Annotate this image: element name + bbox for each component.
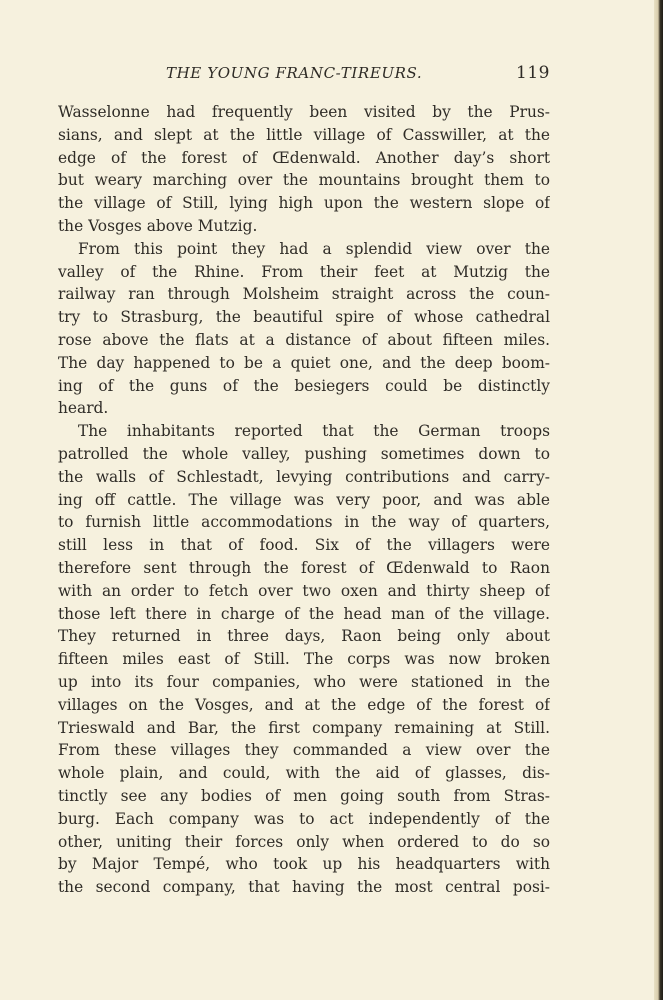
text-line: those left there in charge of the head man of the village. (58, 604, 550, 623)
text-line: but weary marching over the mountains brought them to (58, 171, 550, 190)
page-number: 119 (516, 63, 550, 83)
text-line: to furnish little accommodations in the way of quarters, (58, 513, 550, 532)
text-line: rose above the flats at a distance of about fifteen miles. (58, 330, 550, 349)
text-line: other, uniting their forces only when ordered to do so (58, 832, 550, 851)
text-line: the walls of Schlestadt, levying contributions and carry- (58, 467, 550, 486)
text-line: The inhabitants reported that the German troops (78, 422, 550, 441)
page-edge-shadow (654, 0, 663, 1000)
text-line: fifteen miles east of Still. The corps was now broken (58, 650, 550, 669)
text-line: tinctly see any bodies of men going south from Stras- (58, 786, 550, 805)
text-line: still less in that of food. Six of the villagers were (58, 536, 550, 555)
body-text (58, 101, 550, 899)
text-line: sians, and slept at the little village of Casswiller, at the (58, 125, 550, 144)
text-line: patrolled the whole valley, pushing sometimes down to (58, 444, 550, 463)
text-line: whole plain, and could, with the aid of glasses, dis- (58, 764, 550, 783)
running-head (58, 60, 550, 90)
text-line: From this point they had a splendid view over the (78, 239, 550, 258)
text-line: ing of the guns of the besiegers could be distinctly (58, 376, 550, 395)
text-line: Wasselonne had frequently been visited by the Prus- (58, 103, 550, 121)
text-line: burg. Each company was to act independently of the (58, 809, 550, 828)
text-line: therefore sent through the forest of Œdenwald to Raon (58, 558, 550, 577)
text-line: From these villages they commanded a view over the (58, 741, 550, 760)
text-line: edge of the forest of Œdenwald. Another day’s short (58, 148, 550, 167)
text-line: villages on the Vosges, and at the edge of the forest of (58, 695, 550, 714)
text-line: the Vosges above Mutzig. (58, 216, 258, 235)
text-line: try to Strasburg, the beautiful spire of whose cathedral (58, 308, 550, 327)
text-line: The day happened to be a quiet one, and the deep boom- (58, 353, 550, 372)
running-title: THE YOUNG FRANC-TIREURS. (166, 64, 423, 82)
text-line: railway ran through Molsheim straight across the coun- (58, 285, 550, 304)
text-line: Trieswald and Bar, the first company remaining at Still. (58, 718, 550, 737)
text-line: up into its four companies, who were stationed in the (58, 672, 550, 691)
text-line: with an order to fetch over two oxen and thirty sheep of (58, 581, 550, 600)
text-line: ing off cattle. The village was very poor, and was able (58, 490, 550, 509)
text-line: the second company, that having the most central posi- (58, 878, 550, 897)
text-line: by Major Tempé, who took up his headquarters with (58, 855, 550, 874)
text-line: heard. (58, 399, 109, 418)
text-line: They returned in three days, Raon being only about (58, 627, 550, 646)
text-line: valley of the Rhine. From their feet at Mutzig the (58, 262, 550, 281)
text-line: the village of Still, lying high upon the western slope of (58, 194, 550, 213)
